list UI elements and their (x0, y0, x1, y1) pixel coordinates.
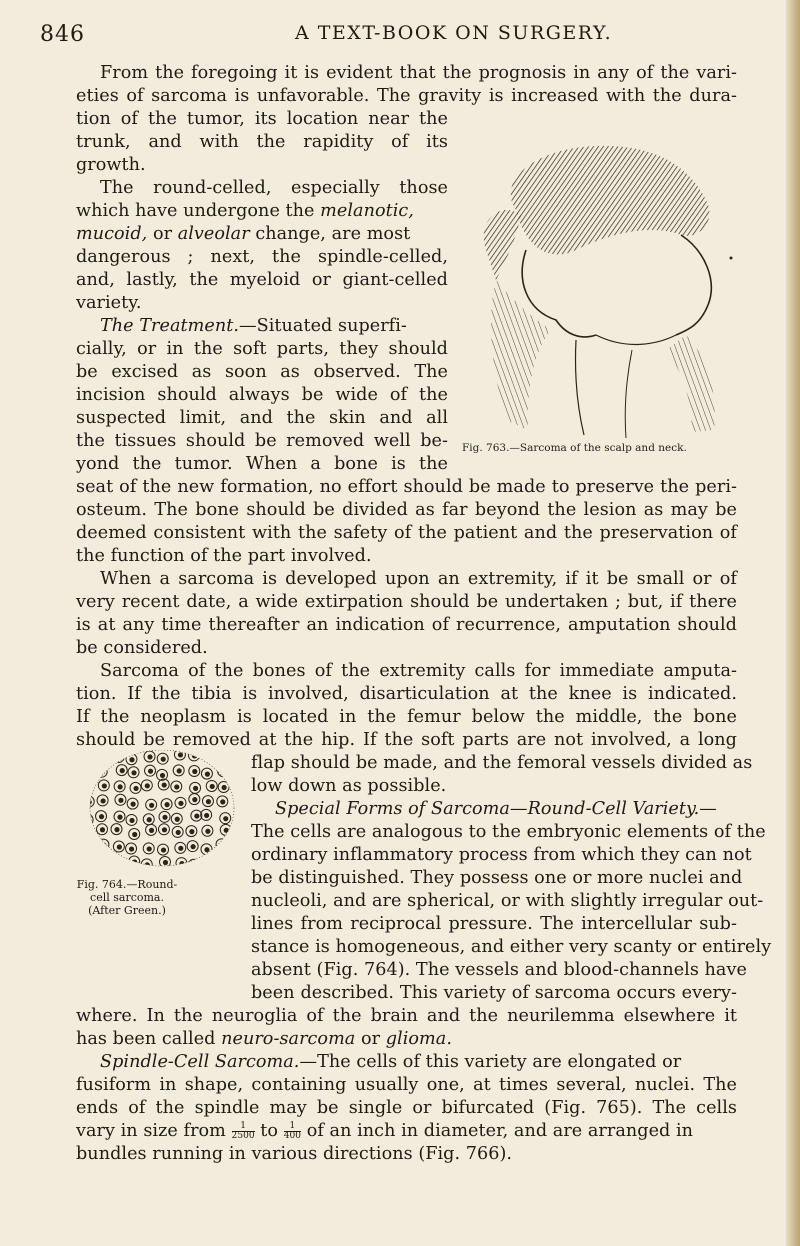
text-line: suspected limit, and the skin and all (76, 408, 448, 428)
cell-nucleus (239, 862, 242, 867)
text-line: be considered. (76, 638, 208, 658)
cell-nucleus (161, 847, 166, 852)
fraction (284, 1122, 301, 1141)
cell-nucleus (131, 770, 136, 775)
cell-nucleus (100, 770, 105, 775)
cell-nucleus (194, 813, 199, 818)
cell-nucleus (174, 784, 179, 789)
text-line: Sarcoma of the bones of the extremity calls for immediate amputa- (100, 661, 737, 681)
cell-nucleus (99, 814, 104, 819)
text-line (76, 1028, 452, 1050)
figure-763 (456, 140, 756, 460)
text-line: If the neoplasm is located in the femur below the middle, the bone (76, 707, 737, 727)
cell-nucleus (147, 817, 152, 822)
cell-nucleus (100, 798, 105, 803)
text-span: has been called (76, 1029, 222, 1049)
text-span: —The cells of this variety are elongated or (299, 1052, 682, 1072)
text-line: be distinguished. They possess one or more nuclei and (251, 868, 743, 888)
cell-nucleus (223, 816, 228, 821)
text-line: osteum. The bone should be divided as far beyond the lesion as may be (76, 500, 737, 520)
cell-outline (219, 751, 230, 762)
cell-nucleus (132, 859, 137, 864)
cell-nucleus (209, 859, 214, 864)
text-line: and, lastly, the myeloid or giant-celled (76, 270, 448, 290)
text-span: vary in size from (76, 1121, 232, 1141)
cell-nucleus (235, 752, 240, 757)
cell-nucleus (160, 773, 165, 778)
cell-nucleus (204, 813, 209, 818)
cell-nucleus (235, 844, 240, 849)
cell-outline (129, 856, 140, 867)
cell-nucleus (118, 798, 123, 803)
text-line: where. In the neuroglia of the brain and the neurilemma elsewhere it (76, 1006, 737, 1026)
cell-nucleus (162, 827, 167, 832)
cell-nucleus (204, 847, 209, 852)
text-line: When a sarcoma is developed upon an extremity, if it be small or of (100, 569, 737, 589)
text-line: The cells are analogous to the embryonic elements of the (251, 822, 766, 842)
cell-nucleus (129, 757, 134, 762)
cell-outline (83, 796, 94, 807)
text-line: deemed consistent with the safety of the patient and the preservation of (76, 523, 737, 543)
text-line (100, 315, 448, 337)
cell-nucleus (132, 832, 137, 837)
cell-nucleus (145, 783, 150, 788)
cell-outline (83, 752, 94, 763)
cell-nucleus (206, 799, 211, 804)
cell-outline (84, 839, 95, 850)
cell-nucleus (192, 769, 197, 774)
caption-line: cell sarcoma. (90, 891, 164, 904)
cell-nucleus (131, 801, 136, 806)
text-line: The round-celled, especially those (100, 178, 448, 198)
cell-outline (231, 824, 242, 835)
cell-nucleus (238, 817, 242, 822)
cell-outline (98, 856, 109, 867)
text-line: bundles running in various directions (Fig. 766). (76, 1144, 513, 1164)
numerator: 1 (240, 1121, 246, 1131)
cell-outline (82, 784, 93, 795)
text-span: change, are most (249, 224, 411, 244)
cell-nucleus (164, 802, 169, 807)
cell-nucleus (178, 846, 183, 851)
text-span: of an inch in diameter, and are arranged in (301, 1121, 694, 1141)
cell-nucleus (120, 768, 125, 773)
cell-nucleus (147, 754, 152, 759)
cell-nucleus (220, 799, 225, 804)
text-line: the tissues should be removed well be- (76, 431, 448, 451)
cell-nucleus (133, 786, 138, 791)
text-span: —Situated superfi- (238, 316, 407, 336)
cell-nucleus (148, 769, 153, 774)
text-line (275, 798, 737, 820)
cell-nucleus (129, 818, 134, 823)
cell-nucleus (147, 846, 152, 851)
figure-caption (72, 878, 182, 917)
cell-outline (96, 766, 107, 777)
section-heading: Spindle-Cell Sarcoma. (100, 1052, 300, 1072)
text-line: variety. (76, 293, 142, 313)
cell-outline (82, 857, 92, 868)
cell-nucleus (100, 753, 105, 758)
cell-nucleus (191, 844, 196, 849)
text-line: flap should be made, and the femoral vessels divided as (251, 753, 753, 773)
text-line (100, 1051, 737, 1073)
italic-term: neuro-sarcoma (221, 1029, 356, 1049)
cell-outline (114, 859, 125, 870)
italic-term: glioma. (385, 1029, 452, 1049)
cell-outline (98, 839, 109, 850)
cell-nucleus (222, 755, 227, 760)
text-line: very recent date, a wide extirpation should be undertaken ; but, if there (76, 592, 737, 612)
cell-nucleus (90, 773, 95, 778)
cell-nucleus (192, 753, 197, 758)
cell-outline (206, 856, 217, 867)
cell-nucleus (149, 828, 154, 833)
cell-outline (233, 784, 242, 795)
cell-nucleus (117, 862, 122, 867)
text-span: or (355, 1029, 386, 1049)
text-line: low down as possible. (251, 776, 447, 796)
italic-term: melanotic, (320, 201, 414, 221)
text-line: yond the tumor. When a bone is the (76, 454, 448, 474)
italic-term: alveolar (177, 224, 250, 244)
cell-outline (232, 840, 242, 851)
cell-nucleus (102, 859, 107, 864)
cell-outline (86, 769, 97, 780)
cell-nucleus (100, 827, 105, 832)
text-line (76, 223, 448, 245)
cell-nucleus (117, 844, 122, 849)
cell-nucleus (85, 832, 90, 837)
text-line: nucleoli, and are spherical, or with slightly irregular out- (251, 891, 764, 911)
cell-nucleus (224, 828, 229, 833)
cell-nucleus (163, 860, 168, 865)
text-line: tion of the tumor, its location near the (76, 109, 448, 129)
numerator: 1 (289, 1121, 296, 1131)
cell-nucleus (114, 827, 119, 832)
scalp-neck-illustration (456, 140, 756, 440)
text-span: — (699, 799, 717, 819)
cell-nucleus (205, 772, 210, 777)
cell-nucleus (162, 782, 167, 787)
text-line: growth. (76, 155, 146, 175)
figure-caption: Fig. 763.—Sarcoma of the scalp and neck. (462, 442, 687, 454)
cell-nucleus (87, 800, 92, 805)
cell-nucleus (176, 830, 181, 835)
running-head: A TEXT-BOOK ON SURGERY. (295, 22, 613, 44)
cell-nucleus (193, 786, 198, 791)
text-line: stance is homogeneous, and either very scanty or entirely (251, 937, 772, 957)
cell-nucleus (238, 801, 242, 806)
cell-nucleus (102, 783, 107, 788)
text-line: seat of the new formation, no effort should be made to preserve the peri- (76, 477, 737, 497)
text-line: be excised as soon as observed. The (76, 362, 448, 382)
cell-nucleus (175, 817, 180, 822)
text-line: been described. This variety of sarcoma occurs every- (251, 983, 737, 1003)
cell-nucleus (192, 863, 197, 868)
cell-nucleus (86, 818, 91, 823)
text-span: which have undergone the (76, 201, 321, 221)
cell-nucleus (178, 801, 183, 806)
cell-outline (235, 798, 242, 809)
text-line: absent (Fig. 764). The vessels and blood-channels have (251, 960, 747, 980)
cell-nucleus (205, 829, 210, 834)
cell-nucleus (117, 815, 122, 820)
cell-nucleus (161, 757, 166, 762)
cell-nucleus (149, 803, 154, 808)
cell-nucleus (192, 797, 197, 802)
italic-term: mucoid, (76, 224, 148, 244)
cell-nucleus (234, 772, 239, 777)
cell-nucleus (84, 861, 89, 866)
cell-nucleus (117, 755, 122, 760)
cell-outline (205, 750, 216, 760)
text-span: to (254, 1121, 284, 1141)
text-line: is at any time thereafter an indication of recurrence, amputation should (76, 615, 737, 635)
cell-nucleus (178, 752, 183, 757)
caption-line: (After Green.) (88, 904, 166, 917)
text-line: fusiform in shape, containing usually one, at times several, nuclei. The (76, 1075, 737, 1095)
cell-nucleus (210, 784, 215, 789)
cell-nucleus (222, 861, 227, 866)
text-line: cially, or in the soft parts, they should (76, 339, 448, 359)
cell-nucleus (222, 785, 227, 790)
cell-outline (113, 752, 124, 763)
round-cell-illustration (82, 750, 242, 870)
cell-nucleus (129, 846, 134, 851)
cell-nucleus (87, 755, 92, 760)
cell-nucleus (101, 843, 106, 848)
cell-nucleus (162, 815, 167, 820)
cell-outline (188, 750, 199, 761)
cell-outline (235, 859, 242, 870)
cell-outline (231, 769, 242, 780)
page-number: 846 (40, 22, 85, 47)
text-span: or (147, 224, 178, 244)
text-line: dangerous ; next, the spindle-celled, (76, 247, 448, 267)
section-heading: Special Forms of Sarcoma—Round-Cell Variety. (275, 799, 700, 819)
text-line: lines from reciprocal pressure. The intercellular sub- (251, 914, 737, 934)
text-line: trunk, and with the rapidity of its (76, 132, 448, 152)
cell-nucleus (219, 842, 224, 847)
text-line: From the foregoing it is evident that the prognosis in any of the vari- (100, 63, 737, 83)
cell-outline (218, 766, 229, 777)
cell-outline (234, 814, 242, 825)
text-line: ends of the spindle may be single or bifurcated (Fig. 765). The cells (76, 1098, 737, 1118)
text-line: should be removed at the hip. If the soft parts are not involved, a long (76, 730, 737, 750)
text-line: tion. If the tibia is involved, disarticulation at the knee is indicated. (76, 684, 737, 704)
figure-764 (72, 750, 252, 1000)
cell-nucleus (237, 787, 242, 792)
cell-nucleus (235, 827, 240, 832)
cell-nucleus (221, 769, 226, 774)
page-edge (786, 0, 800, 1246)
text-line: the function of the part involved. (76, 546, 372, 566)
text-line: eties of sarcoma is unfavorable. The gravity is increased with the dura- (76, 86, 737, 106)
cell-nucleus (85, 787, 90, 792)
section-heading: The Treatment. (100, 316, 239, 336)
text-line (76, 1120, 737, 1142)
cell-nucleus (118, 784, 123, 789)
text-line (76, 200, 448, 222)
cell-outline (232, 750, 242, 760)
cell-nucleus (88, 842, 93, 847)
cell-outline (96, 750, 107, 761)
cell-outline (216, 839, 227, 850)
cell-outline (82, 828, 93, 839)
cell-outline (188, 859, 199, 870)
fraction (232, 1122, 255, 1141)
text-line: incision should always be wide of the (76, 385, 448, 405)
cell-nucleus (208, 753, 213, 758)
cell-nucleus (189, 829, 194, 834)
cell-nucleus (177, 768, 182, 773)
denominator: 2500 (231, 1131, 255, 1141)
denominator: 400 (283, 1131, 302, 1141)
caption-line: Fig. 764.—Round- (76, 878, 178, 891)
cell-nucleus (179, 861, 184, 866)
cell-outline (218, 858, 229, 869)
page-header (40, 22, 780, 52)
text-line: ordinary inflammatory process from which they can not (251, 845, 752, 865)
